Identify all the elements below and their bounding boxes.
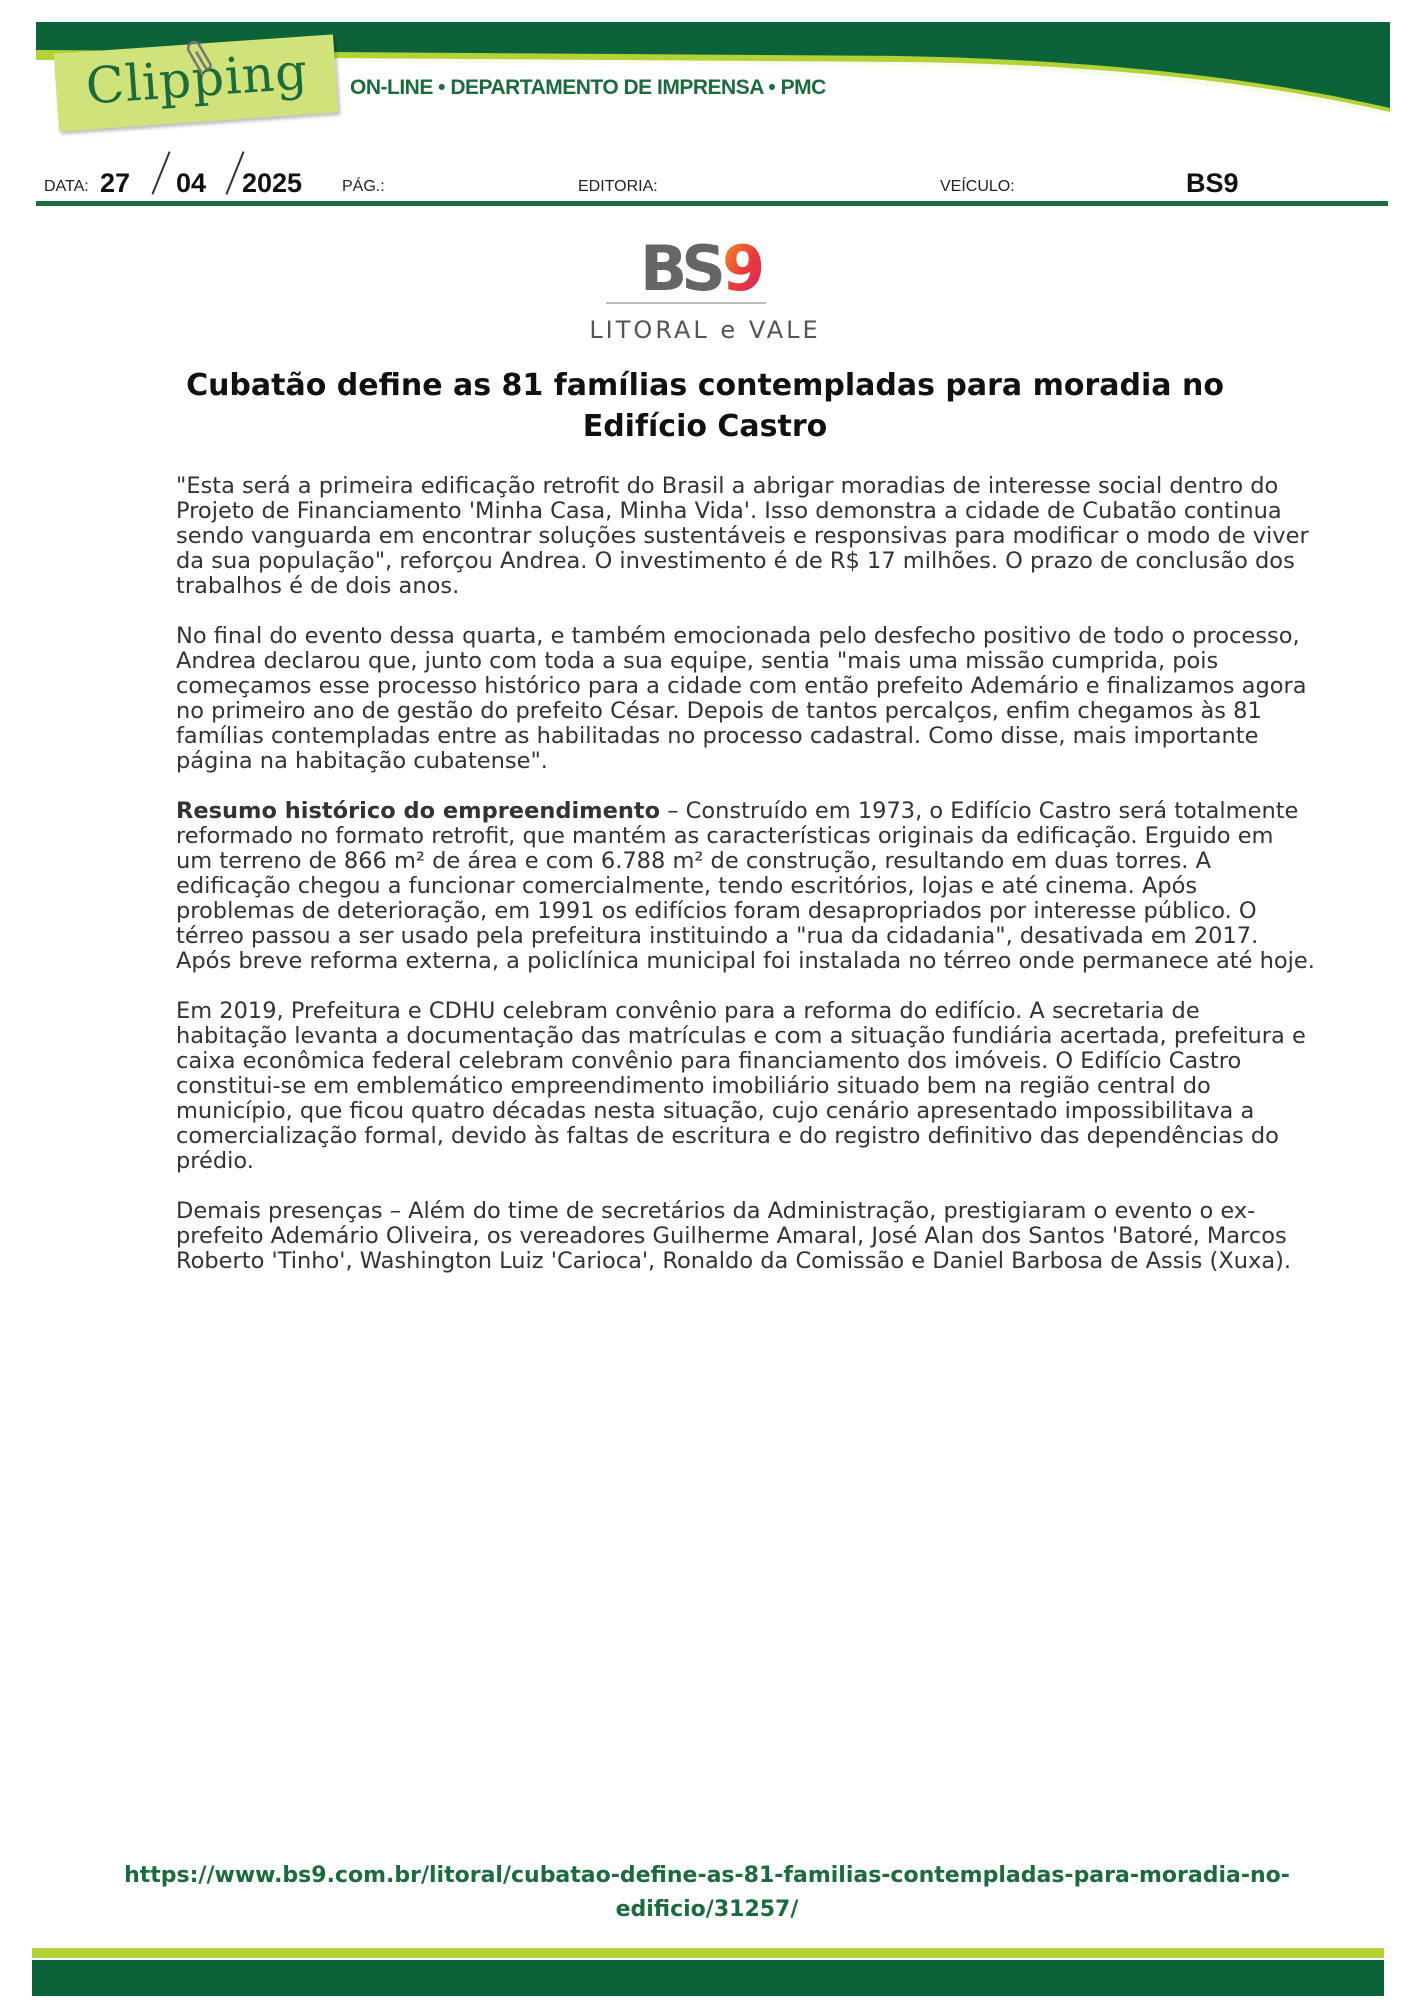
paragraph-5: Demais presenças – Além do time de secretários da Administração, prestigiaram o evento o ex-prefeito Ademário Oliveira, os vereadores Guilherme Amaral, José Alan dos Santos 'Batoré, Marcos Roberto 'Tinho', Washington Luiz 'Carioca', Ronaldo da Comissão e Daniel Barbosa de Assis (Xuxa).: [176, 1198, 1292, 1274]
section-heading: Resumo histórico do empreendimento: [176, 798, 661, 824]
department-title: ON-LINE • DEPARTAMENTO DE IMPRENSA • PMC: [350, 76, 826, 99]
paragraph-2: No final do evento dessa quarta, e também emocionada pelo desfecho positivo de todo o processo, Andrea declarou que, junto com toda a sua equipe, sentia "mais uma missão cumprida, pois começamos esse processo histórico para a cidade com então prefeito Ademário e finalizamos agora no primeiro ano de gestão do prefeito César. Depois de tantos percalços, enfim chegamos às 81 famílias contempladas entre as habilitadas no processo cadastral. Como disse, mais importante página na habitação cubatense".: [176, 623, 1307, 774]
veiculo-value: BS9: [1186, 168, 1239, 198]
article-body: [176, 474, 1316, 1299]
date-label: DATA:: [44, 178, 89, 195]
paragraph-1: "Esta será a primeira edificação retrofit do Brasil a abrigar moradias de interesse social dentro do Projeto de Financiamento 'Minha Casa, Minha Vida'. Isso demonstra a cidade de Cubatão continua sendo vanguarda em encontrar soluções sustentáveis e responsivas para modificar o modo de viver da sua população", reforçou Andrea. O investimento é de R$ 17 milhões. O prazo de conclusão dos trabalhos é de dois anos.: [176, 473, 1309, 599]
editoria-label: EDITORIA:: [578, 178, 658, 195]
date-day: 27: [100, 168, 131, 198]
paragraph-3-text: – Construído em 1973, o Edifício Castro será totalmente reformado no formato retrofit, que mantém as características originais da edificação. Erguido em um terreno de 866 m² de área e com 6.788 m² de construção, resultando em duas torres. A edificação chegou a funcionar comercialmente, tendo escritórios, lojas e até cinema. Após problemas de deterioração, em 1991 os edifícios foram desapropriados por interesse público. O térreo passou a ser usado pela prefeitura instituindo a "rua da cidadania", desativada em 2017. Após breve reforma externa, a policlínica municipal foi instalada no térreo onde permanece até hoje.: [176, 798, 1315, 974]
outlet-subtitle: LITORAL e VALE: [589, 316, 821, 344]
bs9-logo: [600, 232, 780, 302]
bs9-logo-letters: BS: [640, 232, 720, 302]
source-url-link[interactable]: https://www.bs9.com.br/litoral/cubatao-define-as-81-familias-contempladas-para-moradia-no-edificio/31257/: [124, 1863, 1290, 1922]
bs9-logo-nine: 9: [722, 232, 766, 302]
page-label: PÁG.:: [342, 178, 385, 195]
metadata-rule: [36, 201, 1388, 206]
article-headline: Cubatão define as 81 famílias contempladas para moradia no Edifício Castro: [186, 368, 1224, 444]
footer-band-dark: [32, 1960, 1384, 1996]
date-separator: [151, 151, 170, 194]
logo-divider: [606, 302, 766, 304]
veiculo-label: VEÍCULO:: [940, 178, 1015, 195]
date-month: 04: [176, 168, 207, 198]
paragraph-4: Em 2019, Prefeitura e CDHU celebram convênio para a reforma do edifício. A secretaria de habitação levanta a documentação das matrículas e com a situação fundiária acertada, prefeitura e caixa econômica federal celebram convênio para financiamento dos imóveis. O Edifício Castro constitui-se em emblemático empreendimento imobiliário situado bem na região central do município, que ficou quatro décadas nesta situação, cujo cenário apresentado impossibilitava a comercialização formal, devido às faltas de escritura e do registro definitivo das dependências do prédio.: [176, 998, 1306, 1174]
date-year: 2025: [242, 168, 303, 198]
paperclip-icon: [186, 38, 216, 78]
footer-band-light: [32, 1948, 1384, 1958]
clipping-logo-text: Clipping: [83, 42, 310, 116]
paragraph-3: [176, 799, 1316, 974]
metadata-row: [36, 168, 1386, 202]
